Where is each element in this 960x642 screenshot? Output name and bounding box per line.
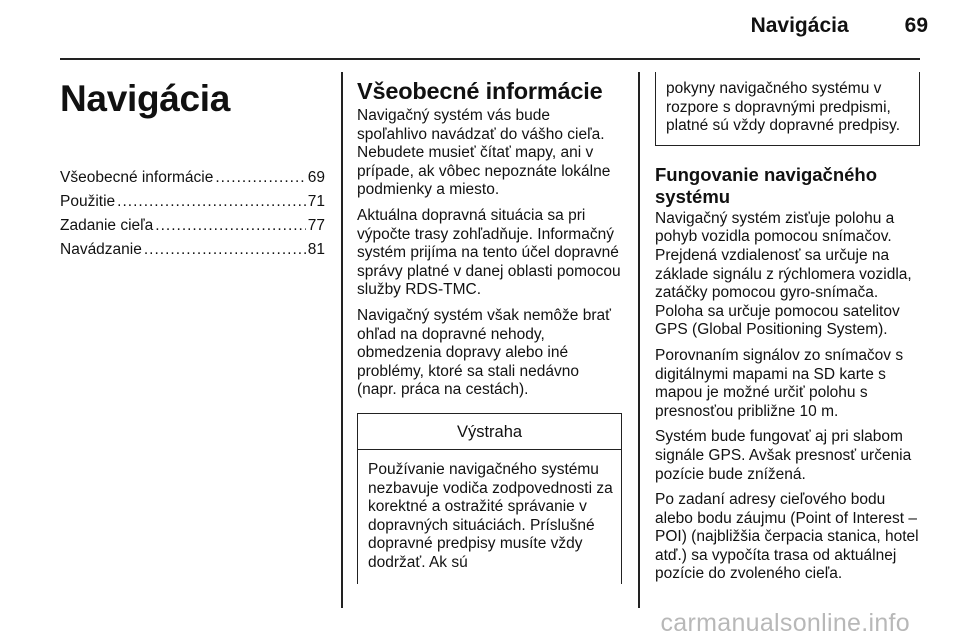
running-head [0,14,928,38]
toc-entry[interactable] [60,214,325,238]
page-number: 69 [904,14,928,37]
warning-title: Výstraha [358,414,621,450]
toc-label: Použitie [60,193,116,210]
running-head-section: Navigácia [750,14,849,37]
paragraph: Po zadaní adresy cieľového bodu alebo bodu záujmu (Point of Interest – POI) (najbližšia čerpacia stanica, hotel atď.) sa vypočíta trasa od aktuálnej pozície do zvoleného cieľa. [655,491,919,583]
toc-leader [215,166,305,190]
paragraph: Navigačný systém zisťuje polohu a pohyb vozidla pomocou snímačov. Prejdená vzdialenosť sa určuje na základe signálu z rýchlomera vozidla, zatáčky pomocou gyro-snímača. Poloha sa určuje pomocou satelitov GPS (Global Positioning System). [655,209,912,339]
toc-label: Navádzanie [60,241,142,258]
section-heading-function: Fungovanie navigačného systému [655,163,878,207]
section-heading-general: Všeobecné informácie [357,78,603,104]
column-2 [357,72,622,584]
paragraph: Porovnaním signálov zo snímačov s digitálnymi mapami na SD karte s mapou je možné určiť polohu s presnosťou približne 10 m. [655,346,904,420]
toc-entry[interactable] [60,238,325,262]
paragraph: Navigačný systém vás bude spoľahlivo navádzať do vášho cieľa. Nebudete musieť čítať mapy, ani v prípade, ak vôbec nepoznáte lokálne podmienky a miesto. [357,107,611,199]
column-1 [60,72,325,262]
paragraph: Systém bude fungovať aj pri slabom signále GPS. Avšak presnosť určenia pozície bude znížená. [655,428,912,483]
toc-page: 71 [307,193,325,210]
toc-page: 69 [307,169,325,186]
header-rule [60,58,920,60]
toc-leader [144,238,306,262]
toc-label: Zadanie cieľa [60,217,154,234]
toc-page: 77 [307,217,325,234]
toc-leader [155,214,305,238]
warning-box [357,413,622,585]
paragraph: Aktuálna dopravná situácia sa pri výpočte trasy zohľadňuje. Informačný systém prijíma na tento účel dopravné správy platné v danej oblasti pomocou služby RDS-TMC. [357,206,621,299]
toc-entry[interactable] [60,166,325,190]
column-divider-2 [638,72,640,608]
toc-entry[interactable] [60,190,325,214]
paragraph: Navigačný systém však nemôže brať ohľad na dopravné nehody, obmedzenia dopravy alebo iné problémy, ktoré sa stali nedávno (napr. práca na cestách). [357,306,611,399]
column-divider-1 [341,72,343,608]
column-3 [655,72,925,584]
chapter-title: Navigácia [60,78,231,119]
toc-leader [117,190,306,214]
warning-text: Používanie navigačného systému nezbavuje vodiča zodpovednosti za korektné a ostražité správanie v dopravných situáciách. Príslušné dopravné predpisy musíte vždy dodržať. Ak sú [368,460,613,571]
toc-page: 81 [307,241,325,258]
table-of-contents [60,166,325,262]
warning-box-continuation: pokyny navigačného systému v rozpore s dopravnými predpismi, platné sú vždy dopravné predpisy. [655,72,920,146]
watermark: carmanualsonline.info [660,609,910,637]
toc-label: Všeobecné informácie [60,169,214,186]
